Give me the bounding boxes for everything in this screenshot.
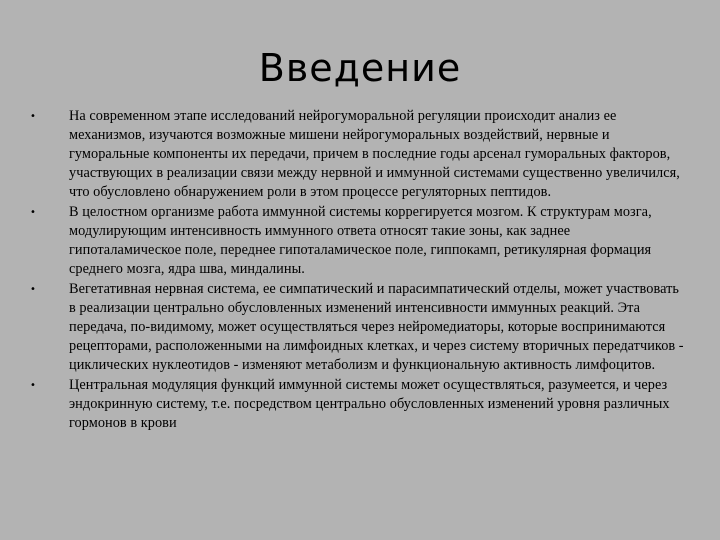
bullet-item-3 (30, 280, 685, 375)
bullet-point-icon: • (30, 207, 36, 218)
bullet-text: Центральная модуляция функций иммунной системы может осуществляться, разумеется, и через эндокринную систему, т.е. посредством центрально обусловленных изменений уровня различных гормонов в крови (69, 377, 670, 431)
bullet-point-icon: • (30, 111, 36, 122)
bullet-point-icon: • (30, 380, 36, 391)
bullet-text: В целостном организме работа иммунной системы коррегируется мозгом. К структурам мозга, модулирующим интенсивность иммунного ответа относят такие зоны, как заднее гипоталамическое поле, переднее гипоталамическое поле, гиппокамп, ретикулярная формация среднего мозга, ядра шва, миндалины. (69, 204, 652, 277)
bullet-item-1 (30, 107, 685, 202)
slide-title: Введение (258, 46, 462, 90)
bullet-text: Вегетативная нервная система, ее симпатический и парасимпатический отделы, может участвовать в реализации центрально обусловленных изменений интенсивности иммунных реакций. Эта передача, по-видимому, может осуществляться через нейромедиаторы, которые воспринимаются рецепторами, расположенными на лимфоидных клетках, и через систему вторичных передатчиков - циклических нуклеотидов - изменяют метаболизм и функциональную активность лимфоцитов. (69, 281, 684, 373)
bullet-point-icon: • (30, 284, 36, 295)
bullet-text: На современном этапе исследований нейрогуморальной регуляции происходит анализ ее механизмов, изучаются возможные мишени нейрогуморальных воздействий, нервные и гуморальные компоненты их передачи, причем в последние годы арсенал гуморальных факторов, участвующих в реализации связи между нервной и иммунной системами существенно увеличился, что обусловлено обнаружением роли в этом процессе регуляторных пептидов. (69, 108, 680, 200)
bullet-item-2 (30, 203, 685, 279)
bullet-item-4 (30, 376, 685, 433)
bullet-list (30, 107, 685, 434)
